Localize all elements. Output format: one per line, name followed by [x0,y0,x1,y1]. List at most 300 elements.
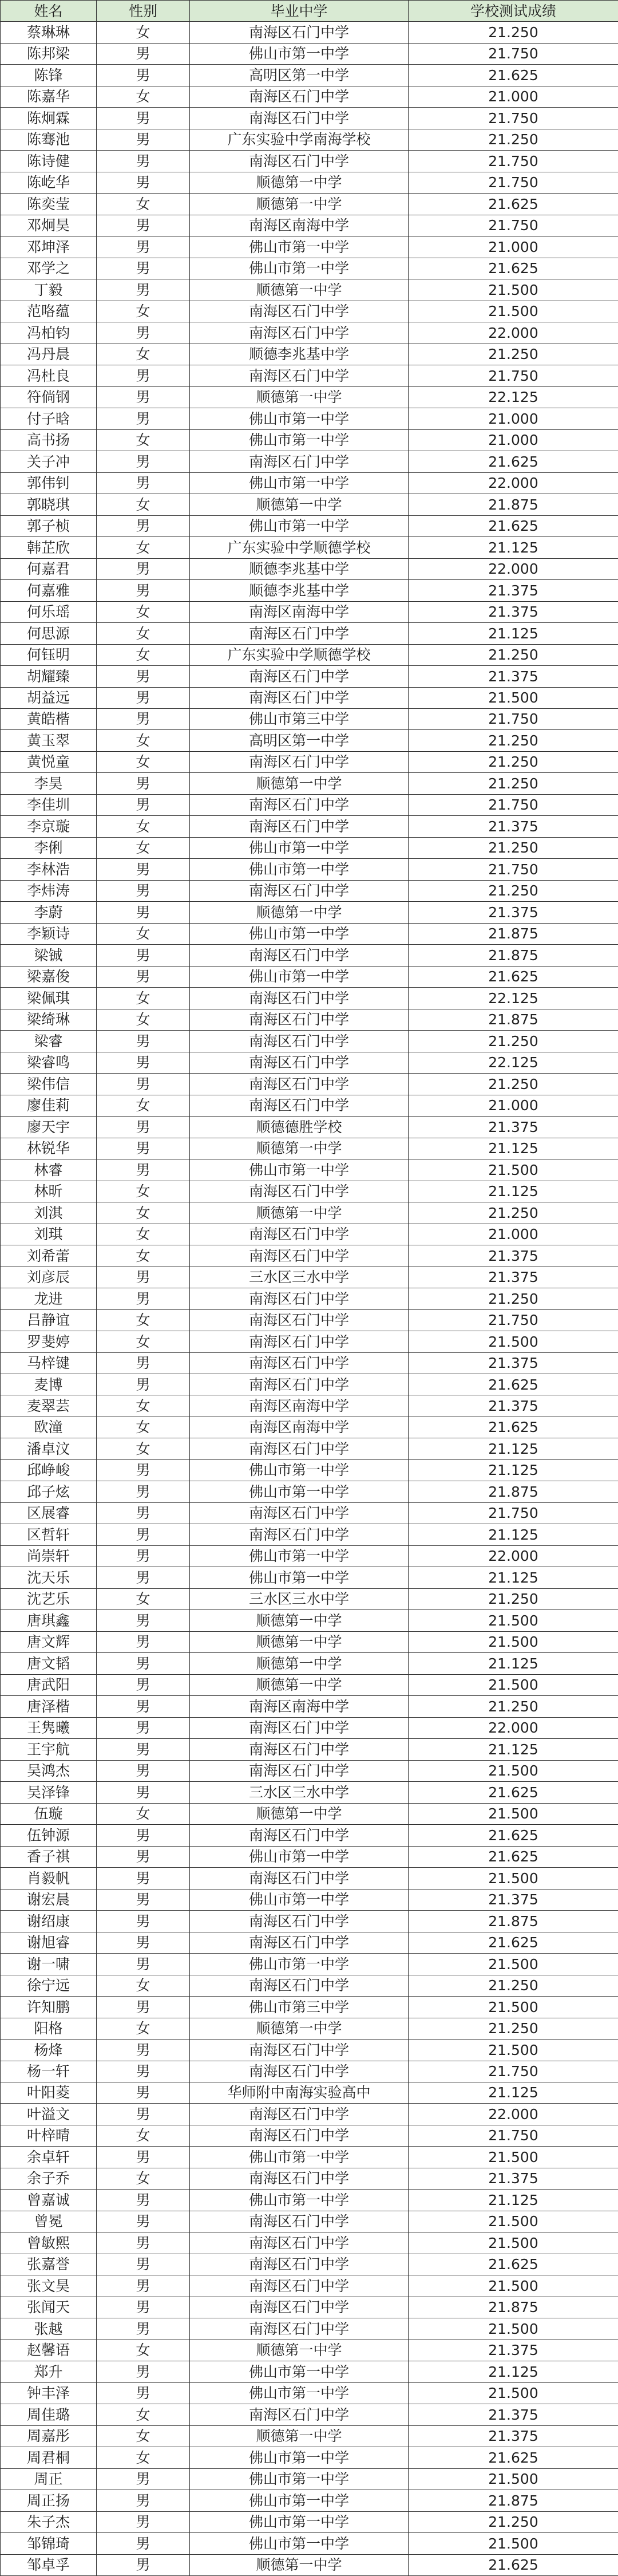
cell-gender: 男 [97,1610,190,1631]
table-row [1,344,618,365]
table-row [1,1417,618,1438]
cell-gender: 男 [97,1868,190,1889]
cell-name: 张嘉誉 [1,2254,97,2275]
cell-gender: 女 [97,2447,190,2468]
cell-name: 马梓键 [1,1352,97,1374]
cell-school: 南海区石门中学 [190,751,409,772]
cell-gender: 男 [97,1052,190,1073]
cell-name: 丁毅 [1,279,97,301]
cell-gender: 男 [97,1567,190,1588]
cell-school: 广东实验中学南海学校 [190,129,409,150]
table-row [1,472,618,494]
cell-name: 黄悦童 [1,751,97,772]
cell-name: 沈天乐 [1,1567,97,1588]
cell-score: 22.000 [409,2104,618,2125]
cell-score: 21.250 [409,1288,618,1309]
cell-name: 欧潼 [1,1417,97,1438]
cell-score: 21.625 [409,258,618,279]
table-row [1,1181,618,1202]
cell-name: 林昕 [1,1181,97,1202]
cell-name: 邓学之 [1,258,97,279]
cell-school: 南海区石门中学 [190,1288,409,1309]
cell-score: 21.000 [409,429,618,451]
table-row [1,151,618,172]
cell-score: 21.125 [409,2082,618,2103]
cell-score: 21.875 [409,945,618,966]
cell-score: 21.250 [409,344,618,365]
cell-name: 郭伟钊 [1,472,97,494]
table-row [1,301,618,322]
cell-name: 关子冲 [1,451,97,472]
cell-gender: 女 [97,644,190,665]
cell-gender: 男 [97,408,190,429]
cell-name: 区展睿 [1,1502,97,1524]
cell-name: 曾敏熙 [1,2232,97,2254]
cell-score: 21.375 [409,1352,618,1374]
cell-gender: 男 [97,859,190,880]
column-header-name: 姓名 [1,1,97,22]
cell-school: 三水区三水中学 [190,1267,409,1288]
cell-name: 李颖诗 [1,923,97,944]
cell-school: 顺德第一中学 [190,1653,409,1674]
table-row [1,1803,618,1824]
cell-gender: 男 [97,2275,190,2297]
cell-gender: 女 [97,1095,190,1116]
cell-school: 南海区石门中学 [190,988,409,1009]
cell-school: 南海区石门中学 [190,2275,409,2297]
cell-name: 黄玉翠 [1,730,97,751]
cell-school: 佛山市第一中学 [190,258,409,279]
cell-school: 佛山市第一中学 [190,966,409,987]
cell-gender: 女 [97,2340,190,2361]
table-row [1,1095,618,1116]
table-row [1,537,618,558]
cell-name: 赵馨语 [1,2340,97,2361]
cell-gender: 女 [97,988,190,1009]
cell-gender: 女 [97,1438,190,1459]
cell-school: 佛山市第一中学 [190,1481,409,1502]
cell-name: 吴泽锋 [1,1782,97,1803]
table-row [1,837,618,858]
cell-name: 刘希蕾 [1,1245,97,1267]
cell-score: 21.125 [409,537,618,558]
table-row [1,2232,618,2254]
cell-school: 南海区石门中学 [190,2254,409,2275]
table-row [1,494,618,515]
table-row [1,22,618,43]
cell-name: 陈锋 [1,65,97,86]
table-row [1,2447,618,2468]
cell-gender: 男 [97,708,190,729]
cell-gender: 男 [97,386,190,408]
table-row [1,2168,618,2189]
cell-score: 21.250 [409,1074,618,1095]
cell-score: 22.125 [409,386,618,408]
cell-school: 南海区石门中学 [190,365,409,386]
cell-gender: 男 [97,1825,190,1846]
cell-gender: 男 [97,1932,190,1953]
cell-gender: 男 [97,2082,190,2103]
cell-score: 21.750 [409,172,618,193]
cell-gender: 女 [97,2404,190,2425]
cell-school: 南海区石门中学 [190,151,409,172]
cell-score: 21.500 [409,2232,618,2254]
cell-gender: 男 [97,1846,190,1867]
cell-school: 顺德第一中学 [190,172,409,193]
cell-school: 南海区石门中学 [190,2297,409,2318]
table-row [1,1567,618,1588]
cell-score: 21.125 [409,1181,618,1202]
cell-school: 南海区石门中学 [190,2211,409,2232]
cell-name: 徐宁远 [1,1975,97,1996]
cell-name: 何钰明 [1,644,97,665]
cell-name: 陈奕莹 [1,194,97,215]
cell-name: 周正 [1,2468,97,2490]
cell-name: 林睿 [1,1159,97,1181]
cell-score: 21.375 [409,1267,618,1288]
cell-school: 南海区南海中学 [190,1696,409,1717]
cell-school: 广东实验中学顺德学校 [190,644,409,665]
cell-name: 谢旭睿 [1,1932,97,1953]
cell-school: 顺德第一中学 [190,773,409,794]
cell-score: 21.500 [409,2533,618,2554]
cell-gender: 男 [97,236,190,258]
table-row [1,945,618,966]
cell-score: 21.750 [409,151,618,172]
table-row [1,1438,618,1459]
cell-gender: 男 [97,322,190,344]
cell-gender: 女 [97,1803,190,1824]
cell-gender: 男 [97,2147,190,2168]
cell-gender: 男 [97,2040,190,2061]
cell-gender: 男 [97,1074,190,1095]
cell-score: 21.375 [409,1395,618,1417]
cell-school: 南海区石门中学 [190,322,409,344]
table-row [1,708,618,729]
cell-name: 区哲轩 [1,1524,97,1545]
cell-name: 梁嘉俊 [1,966,97,987]
cell-school: 南海区石门中学 [190,22,409,43]
table-row [1,1374,618,1395]
cell-name: 梁伟信 [1,1074,97,1095]
cell-score: 22.000 [409,558,618,579]
cell-score: 21.500 [409,279,618,301]
cell-score: 21.625 [409,1374,618,1395]
cell-score: 21.125 [409,1567,618,1588]
table-row [1,1052,618,1073]
cell-gender: 男 [97,966,190,987]
cell-name: 陈屹华 [1,172,97,193]
table-row [1,2468,618,2490]
cell-name: 唐琪鑫 [1,1610,97,1631]
cell-name: 林锐华 [1,1138,97,1159]
cell-score: 21.375 [409,2168,618,2189]
cell-school: 佛山市第一中学 [190,515,409,536]
table-row [1,1502,618,1524]
cell-gender: 男 [97,108,190,129]
table-row [1,1524,618,1545]
cell-school: 南海区石门中学 [190,794,409,815]
cell-gender: 男 [97,1524,190,1545]
cell-score: 21.750 [409,708,618,729]
cell-score: 21.250 [409,1696,618,1717]
cell-school: 佛山市第一中学 [190,2533,409,2554]
cell-gender: 男 [97,1696,190,1717]
table-row [1,172,618,193]
cell-name: 邱峥峻 [1,1459,97,1481]
cell-score: 21.500 [409,2318,618,2340]
cell-gender: 女 [97,1331,190,1352]
cell-name: 吴鸿杰 [1,1760,97,1781]
cell-gender: 男 [97,1481,190,1502]
table-row [1,322,618,344]
cell-score: 21.375 [409,666,618,687]
cell-gender: 男 [97,1954,190,1975]
cell-name: 罗斐婷 [1,1331,97,1352]
cell-school: 南海区石门中学 [190,2125,409,2146]
table-row [1,2511,618,2532]
cell-name: 廖佳莉 [1,1095,97,1116]
column-header-school: 毕业中学 [190,1,409,22]
cell-score: 21.125 [409,1138,618,1159]
table-row [1,2082,618,2103]
cell-school: 南海区石门中学 [190,1095,409,1116]
table-row [1,1545,618,1567]
cell-gender: 女 [97,1009,190,1030]
cell-score: 21.875 [409,923,618,944]
table-row [1,1224,618,1245]
cell-score: 21.375 [409,816,618,837]
cell-score: 21.375 [409,902,618,923]
cell-name: 刘淇 [1,1202,97,1224]
cell-gender: 女 [97,1245,190,1267]
cell-school: 南海区石门中学 [190,108,409,129]
table-row [1,1331,618,1352]
cell-gender: 男 [97,2511,190,2532]
cell-gender: 女 [97,1588,190,1609]
cell-gender: 男 [97,1631,190,1652]
cell-school: 佛山市第一中学 [190,1545,409,1567]
cell-school: 顺德第一中学 [190,1610,409,1631]
cell-school: 三水区三水中学 [190,1588,409,1609]
cell-gender: 男 [97,1911,190,1932]
cell-gender: 男 [97,2232,190,2254]
cell-gender: 男 [97,945,190,966]
cell-gender: 女 [97,837,190,858]
cell-name: 余卓轩 [1,2147,97,2168]
cell-school: 佛山市第三中学 [190,1997,409,2018]
cell-name: 胡耀臻 [1,666,97,687]
table-row [1,751,618,772]
cell-gender: 男 [97,129,190,150]
cell-name: 张越 [1,2318,97,2340]
table-row [1,129,618,150]
cell-school: 南海区石门中学 [190,1009,409,1030]
cell-gender: 男 [97,773,190,794]
cell-score: 21.000 [409,1095,618,1116]
table-row [1,601,618,622]
cell-gender: 男 [97,2254,190,2275]
cell-school: 顺德第一中学 [190,1631,409,1652]
cell-score: 21.500 [409,2468,618,2490]
table-row [1,1031,618,1052]
cell-name: 李炜涛 [1,880,97,901]
cell-score: 21.500 [409,1674,618,1695]
cell-gender: 男 [97,794,190,815]
table-row [1,1954,618,1975]
cell-gender: 男 [97,2361,190,2382]
table-row [1,1117,618,1138]
table-row [1,2425,618,2447]
table-row [1,923,618,944]
cell-score: 21.750 [409,1502,618,1524]
cell-score: 22.125 [409,1052,618,1073]
cell-name: 邱子炫 [1,1481,97,1502]
table-row [1,666,618,687]
table-row [1,2382,618,2404]
cell-name: 邓炯昊 [1,215,97,236]
cell-gender: 男 [97,2104,190,2125]
cell-school: 南海区石门中学 [190,1309,409,1331]
cell-score: 21.125 [409,2190,618,2211]
cell-score: 21.250 [409,880,618,901]
table-row [1,2361,618,2382]
cell-school: 顺德李兆基中学 [190,344,409,365]
cell-score: 21.500 [409,301,618,322]
cell-name: 唐文辉 [1,1631,97,1652]
cell-gender: 男 [97,2533,190,2554]
table-row [1,1159,618,1181]
cell-school: 顺德第一中学 [190,2425,409,2447]
cell-school: 南海区石门中学 [190,1717,409,1738]
table-body [1,22,618,2576]
cell-school: 南海区石门中学 [190,1739,409,1760]
cell-name: 曾冕 [1,2211,97,2232]
table-row [1,65,618,86]
cell-gender: 男 [97,451,190,472]
table-row [1,1653,618,1674]
cell-score: 21.750 [409,365,618,386]
cell-name: 叶溢文 [1,2104,97,2125]
cell-name: 冯丹晨 [1,344,97,365]
table-row [1,2533,618,2554]
cell-school: 佛山市第一中学 [190,2468,409,2490]
cell-score: 21.750 [409,215,618,236]
cell-gender: 男 [97,2318,190,2340]
table-row [1,1245,618,1267]
cell-score: 21.375 [409,2340,618,2361]
cell-school: 佛山市第一中学 [190,2382,409,2404]
cell-gender: 男 [97,558,190,579]
cell-name: 肖毅帆 [1,1868,97,1889]
cell-name: 梁睿 [1,1031,97,1052]
cell-gender: 男 [97,1997,190,2018]
cell-gender: 男 [97,1267,190,1288]
cell-score: 22.000 [409,1545,618,1567]
cell-score: 21.750 [409,2125,618,2146]
cell-gender: 男 [97,258,190,279]
cell-school: 华师附中南海实验高中 [190,2082,409,2103]
cell-name: 李俐 [1,837,97,858]
cell-gender: 男 [97,1459,190,1481]
table-row [1,794,618,815]
cell-name: 香子祺 [1,1846,97,1867]
cell-name: 何乐瑶 [1,601,97,622]
cell-school: 南海区石门中学 [190,1760,409,1781]
cell-name: 付子晗 [1,408,97,429]
cell-score: 21.500 [409,1331,618,1352]
cell-gender: 男 [97,902,190,923]
cell-score: 21.375 [409,580,618,601]
cell-gender: 男 [97,1352,190,1374]
cell-name: 陈诗健 [1,151,97,172]
cell-gender: 男 [97,687,190,708]
cell-gender: 女 [97,1181,190,1202]
table-row [1,43,618,64]
table-row [1,1309,618,1331]
cell-school: 顺德德胜学校 [190,1117,409,1138]
cell-school: 顺德第一中学 [190,2340,409,2361]
cell-name: 冯柏钧 [1,322,97,344]
cell-name: 潘卓汶 [1,1438,97,1459]
cell-score: 21.500 [409,2382,618,2404]
cell-name: 沈艺乐 [1,1588,97,1609]
table-row [1,2125,618,2146]
table-row [1,558,618,579]
cell-gender: 男 [97,1545,190,1567]
cell-gender: 男 [97,1288,190,1309]
cell-score: 21.125 [409,623,618,644]
cell-name: 黄皓楷 [1,708,97,729]
cell-score: 21.625 [409,515,618,536]
cell-gender: 男 [97,472,190,494]
cell-name: 何嘉君 [1,558,97,579]
cell-gender: 女 [97,194,190,215]
cell-name: 周君桐 [1,2447,97,2468]
cell-gender: 女 [97,751,190,772]
cell-school: 南海区石门中学 [190,2318,409,2340]
cell-score: 21.500 [409,2147,618,2168]
cell-score: 21.125 [409,1524,618,1545]
cell-school: 佛山市第一中学 [190,2190,409,2211]
cell-gender: 男 [97,1782,190,1803]
table-row [1,258,618,279]
cell-school: 南海区石门中学 [190,880,409,901]
cell-school: 佛山市第一中学 [190,1889,409,1910]
cell-name: 王隽曦 [1,1717,97,1738]
cell-score: 21.875 [409,2297,618,2318]
cell-school: 顺德第一中学 [190,1674,409,1695]
table-row [1,1825,618,1846]
cell-school: 顺德第一中学 [190,2018,409,2039]
cell-score: 21.750 [409,1309,618,1331]
cell-name: 梁佩琪 [1,988,97,1009]
table-row [1,279,618,301]
cell-name: 尚崇轩 [1,1545,97,1567]
table-row [1,2254,618,2275]
cell-school: 南海区石门中学 [190,945,409,966]
cell-score: 21.250 [409,129,618,150]
cell-school: 佛山市第一中学 [190,43,409,64]
cell-name: 谢绍康 [1,1911,97,1932]
cell-name: 梁睿鸣 [1,1052,97,1073]
cell-score: 21.625 [409,1825,618,1846]
cell-name: 陈邦梁 [1,43,97,64]
cell-name: 刘琪 [1,1224,97,1245]
cell-name: 伍璇 [1,1803,97,1824]
cell-score: 21.750 [409,859,618,880]
cell-score: 21.375 [409,1245,618,1267]
